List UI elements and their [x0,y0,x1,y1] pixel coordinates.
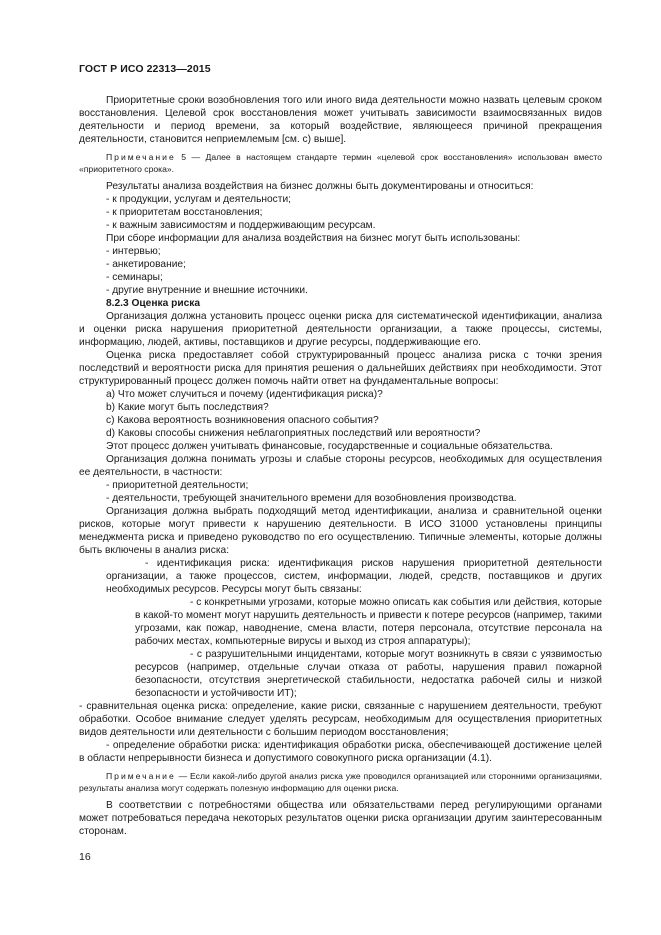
paragraph: Оценка риска предоставляет собой структурированный процесс анализа риска с точки зрения последствий и вероятности риска для принятия решения о дальнейших действиях при необходимости. Этот структурированный процесс должен помочь найти ответ на фундаментальные вопросы: [79,350,602,387]
paragraph: При сборе информации для анализа воздействия на бизнес могут быть использованы: [106,233,521,244]
list-item: - определение обработки риска: идентификация обработки риска, обеспечивающей достижение целей в области непрерывности бизнеса и допустимого совокупного риска организации (4.1). [79,740,602,764]
list-item: - сравнительная оценка риска: определение, какие риски, связанные с нарушением деятельности, требуют обработки. Особое внимание следует уделять ресурсам, необходимым для осуществления приоритетных видов деятельности или деятельности с большим периодом восстановления; [79,701,602,738]
list-item: c) Какова вероятность возникновения опасного события? [106,415,379,426]
list-item: a) Что может случиться и почему (идентификация риска)? [106,389,383,400]
paragraph: Результаты анализа воздействия на бизнес должны быть документированы и относиться: [106,181,534,192]
list-item: - к приоритетам восстановления; [106,207,263,218]
section-heading: 8.2.3 Оценка риска [106,298,201,309]
list-item: d) Каковы способы снижения неблагоприятных последствий или вероятности? [106,428,481,439]
list-item: - интервью; [106,246,161,257]
list-item: - идентификация риска: идентификация рисков нарушения приоритетной деятельности организации, а также процессов, систем, информации, людей, средств, поставщиков и других необходимых ресурсов. Ресурсы могут быть связаны: [106,558,602,595]
list-item: - деятельности, требующей значительного времени для возобновления производства. [106,493,517,504]
document-header: ГОСТ Р ИСО 22313—2015 [79,63,211,75]
paragraph: Организация должна установить процесс оценки риска для систематической идентификации, анализа и оценки риска нарушения приоритетной деятельности организации, а также процессы, системы, информацию, людей, активы, поставщиков и другие ресурсы, поддерживающие его. [79,311,602,348]
list-item: - к важным зависимостям и поддерживающим ресурсам. [106,220,376,231]
paragraph: Приоритетные сроки возобновления того или иного вида деятельности можно назвать целевым сроком восстановления. Целевой срок восстановления может учитывать зависимости взаимосвязанных видов деятельности и период времени, за который воздействие, являющееся причиной прекращения деятельности, становится неприемлемым [см. с) выше]. [79,95,602,145]
list-item: - с конкретными угрозами, которые можно описать как события или действия, которые в какой-то момент могут нарушить деятельность и привести к потере ресурсов (например, такими угрозами, как пожар, наводнение, смена власти, потеря персонала, отсутствие персонала на рабочих местах, компьютерные вирусы и выход из строя аппаратуры); [135,597,602,647]
list-item: - приоритетной деятельности; [106,480,249,491]
list-item: - к продукции, услугам и деятельности; [106,194,291,205]
list-item: - семинары; [106,272,163,283]
list-item: b) Какие могут быть последствия? [106,402,269,413]
note [79,151,602,175]
list-item: - с разрушительными инцидентами, которые могут возникнуть в связи с уязвимостью ресурсов (например, отдельные случаи отказа от работы, нарушения правил пожарной безопасности, отсутствия энергетической стабильности, недостатка рабочей силы и низкой безопасности и устойчивости ИТ); [135,649,602,699]
note-text: 5 — Далее в настоящем стандарте термин «целевой срок восстановления» использован вместо «приоритетного срока». [79,152,602,174]
document-body [79,94,602,838]
page-number: 16 [79,851,91,863]
note [79,770,602,794]
list-item: - анкетирование; [106,259,186,270]
note-label: Примечание [106,771,176,781]
paragraph: В соответствии с потребностями общества или обязательствами перед регулирующими органами может потребоваться передача некоторых результатов оценки риска организации другим заинтересованным сторонам. [79,800,602,837]
paragraph: Организация должна понимать угрозы и слабые стороны ресурсов, необходимых для осуществления ее деятельности, в частности: [79,454,602,478]
note-text: — Если какой-либо другой анализ риска уже проводился организацией или сторонними организациями, результаты анализа могут содержать полезную информацию для оценки риска. [79,771,602,793]
list-item: - другие внутренние и внешние источники. [106,285,308,296]
note-label: Примечание [106,152,176,162]
paragraph: Организация должна выбрать подходящий метод идентификации, анализа и сравнительной оценки рисков, которые могут привести к нарушению деятельности. В ИСО 31000 установлены принципы менеджмента риска и приведено руководство по его осуществлению. Типичные элементы, которые должны быть включены в анализ риска: [79,506,602,556]
paragraph: Этот процесс должен учитывать финансовые, государственные и социальные обязательства. [106,441,553,452]
